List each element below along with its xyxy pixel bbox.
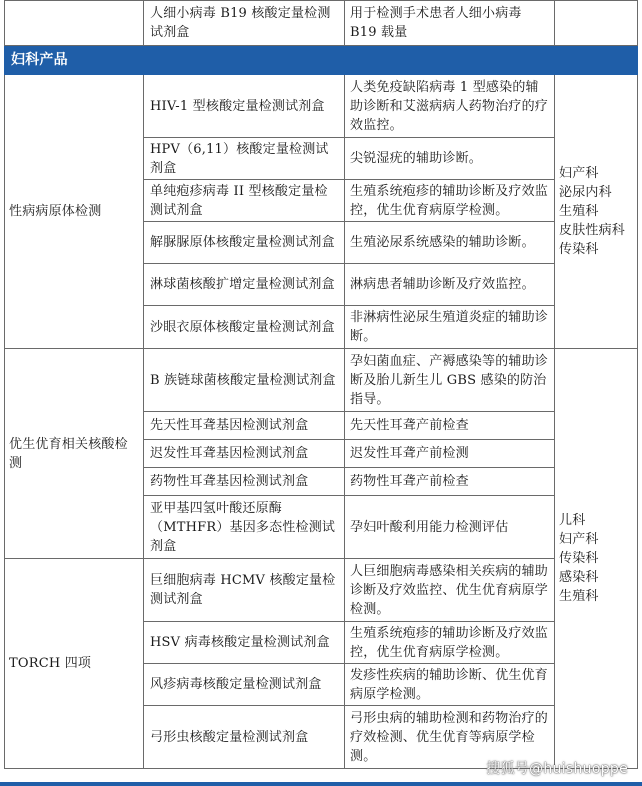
product-name: HSV 病毒核酸定量检测试剂盒: [144, 622, 345, 664]
product-use: 用于检测手术患者人细小病毒 B19 载量: [345, 1, 555, 46]
watermark-text: 搜狐号@huishuoppe: [486, 761, 628, 777]
department-item: 儿科: [559, 513, 586, 528]
product-name: 沙眼衣原体核酸定量检测试剂盒: [144, 306, 345, 349]
product-name: 巨细胞病毒 HCMV 核酸定量检测试剂盒: [144, 559, 345, 622]
department-item: 妇产科: [559, 166, 599, 181]
department-item: 妇产科: [559, 532, 599, 547]
empty-cell: [5, 1, 144, 46]
product-use: 药物性耳聋产前检查: [345, 468, 555, 496]
product-name: 风疹病毒核酸定量检测试剂盒: [144, 664, 345, 706]
product-use: 人巨细胞病毒感染相关疾病的辅助诊断及疗效监控、优生优育病原学检测。: [345, 559, 555, 622]
department-item: 生殖科: [559, 589, 599, 604]
product-name: 弓形虫核酸定量检测试剂盒: [144, 706, 345, 769]
product-name: 药物性耳聋基因检测试剂盒: [144, 468, 345, 496]
department-item: 泌尿内科: [559, 185, 612, 200]
category-cell: 优生优育相关核酸检测: [5, 349, 144, 559]
product-name: HPV（6,11）核酸定量检测试剂盒: [144, 138, 345, 180]
product-name: 淋球菌核酸扩增定量检测试剂盒: [144, 264, 345, 306]
department-item: 生殖科: [559, 204, 599, 219]
category-cell: TORCH 四项: [5, 559, 144, 769]
product-name: 人细小病毒 B19 核酸定量检测试剂盒: [144, 1, 345, 46]
product-use: 尖锐湿疣的辅助诊断。: [345, 138, 555, 180]
empty-cell: [555, 1, 638, 46]
product-use: 生殖系统疱疹的辅助诊断及疗效监控，优生优育病原学检测。: [345, 180, 555, 222]
product-use: 生殖泌尿系统感染的辅助诊断。: [345, 222, 555, 264]
department-item: 传染科: [559, 242, 599, 257]
product-table: [4, 0, 638, 769]
department-item: 皮肤性病科: [559, 223, 626, 238]
product-use: 迟发性耳聋产前检测: [345, 440, 555, 468]
product-use: 人类免疫缺陷病毒 1 型感染的辅助诊断和艾滋病病人药物治疗的疗效监控。: [345, 75, 555, 138]
department-item: 感染科: [559, 570, 599, 585]
product-use: 孕妇菌血症、产褥感染等的辅助诊断及胎儿新生儿 GBS 感染的防治指导。: [345, 349, 555, 412]
department-cell: [555, 75, 638, 349]
product-name: 单纯疱疹病毒 II 型核酸定量检测试剂盒: [144, 180, 345, 222]
product-use: 弓形虫病的辅助检测和药物治疗的疗效检测、优生优育等病原学检测。: [345, 706, 555, 769]
product-name: HIV-1 型核酸定量检测试剂盒: [144, 75, 345, 138]
product-use: 先天性耳聋产前检查: [345, 412, 555, 440]
product-name: 亚甲基四氢叶酸还原酶（MTHFR）基因多态性检测试剂盒: [144, 496, 345, 559]
product-name: 先天性耳聋基因检测试剂盒: [144, 412, 345, 440]
product-name: B 族链球菌核酸定量检测试剂盒: [144, 349, 345, 412]
product-use: 发疹性疾病的辅助诊断、优生优育病原学检测。: [345, 664, 555, 706]
department-cell: [555, 349, 638, 769]
product-use: 孕妇叶酸利用能力检测评估: [345, 496, 555, 559]
product-use: 生殖系统疱疹的辅助诊断及疗效监控，优生优育病原学检测。: [345, 622, 555, 664]
product-use: 淋病患者辅助诊断及疗效监控。: [345, 264, 555, 306]
department-item: 传染科: [559, 551, 599, 566]
bottom-divider: [0, 782, 642, 786]
product-name: 迟发性耳聋基因检测试剂盒: [144, 440, 345, 468]
product-name: 解脲脲原体核酸定量检测试剂盒: [144, 222, 345, 264]
section-header: 妇科产品: [5, 46, 638, 75]
product-use: 非淋病性泌尿生殖道炎症的辅助诊断。: [345, 306, 555, 349]
category-cell: 性病病原体检测: [5, 75, 144, 349]
